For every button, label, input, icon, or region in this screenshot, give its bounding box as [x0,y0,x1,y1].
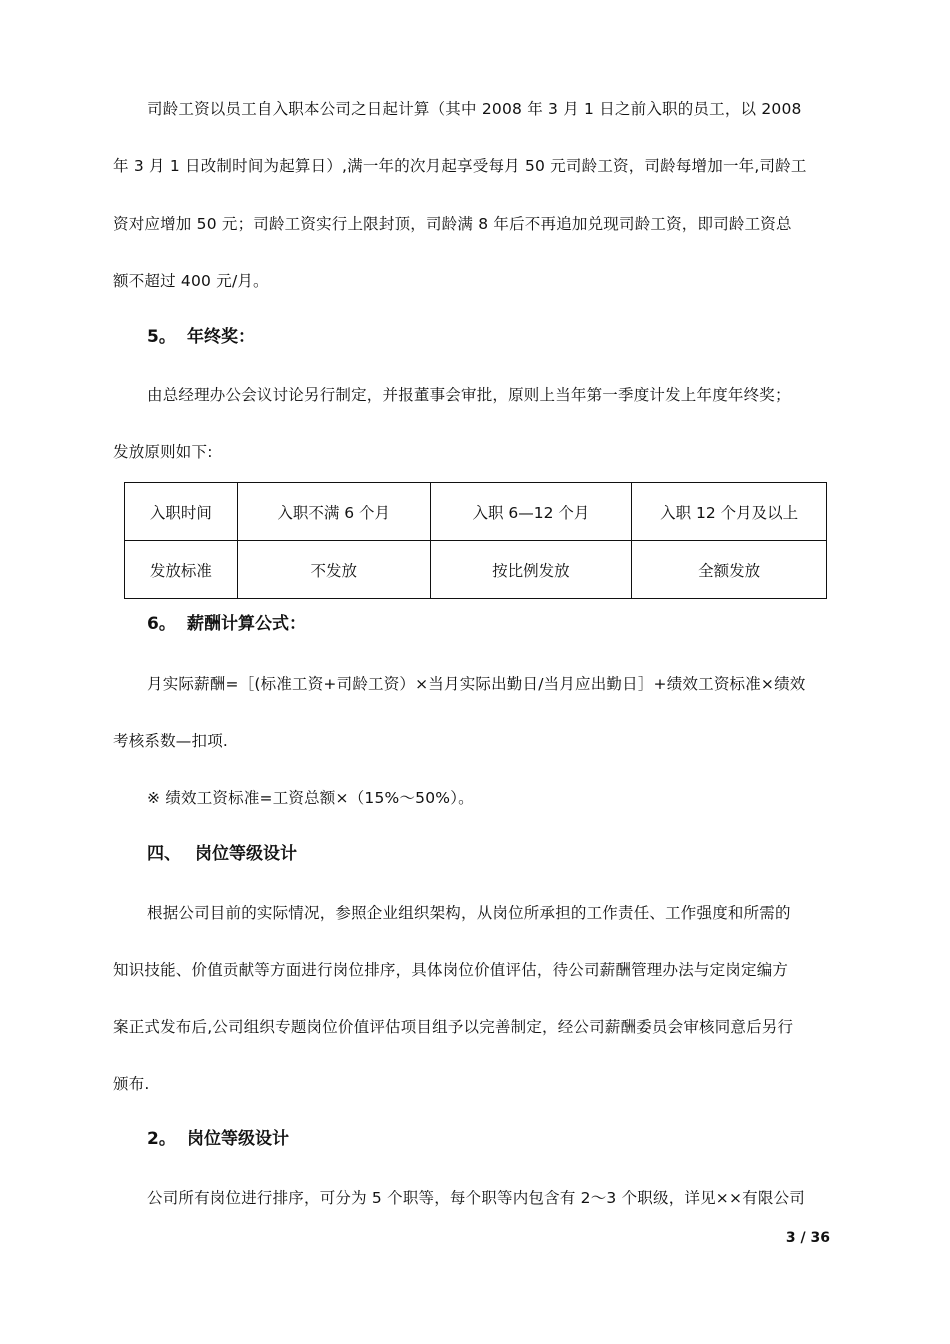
seniority-paragraph-line-1: 司龄工资以员工自入职本公司之日起计算（其中 2008 年 3 月 1 日之前入职的员工，以 2008 [147,100,802,118]
grade-paragraph-line-3: 案正式发布后,公司组织专题岗位价值评估项目组予以完善制定，经公司薪酬委员会审核同意后另行 [113,1018,794,1036]
section-6-heading [147,612,306,636]
grade-paragraph-line-1: 根据公司目前的实际情况，参照企业组织架构，从岗位所承担的工作责任、工作强度和所需的 [147,904,791,922]
bonus-table [124,482,827,599]
bonus-paragraph-line-2: 发放原则如下: [113,443,213,461]
formula-paragraph-line-2: 考核系数—扣项. [113,732,229,750]
section-four-title: 岗位等级设计 [195,844,297,864]
section-5-number: 5。 [147,327,176,347]
table-cell: 不发放 [237,541,430,599]
formula-note: ※ 绩效工资标准=工资总额×（15%～50%）。 [147,789,474,807]
page-number: 3 / 36 [785,1230,830,1246]
seniority-paragraph-line-3: 资对应增加 50 元；司龄工资实行上限封顶，司龄满 8 年后不再追加兑现司龄工资，即司龄工资总 [113,215,792,233]
table-cell: 入职 12 个月及以上 [632,483,827,541]
table-cell: 入职时间 [125,483,238,541]
section-5-heading [147,325,255,349]
section-2-number: 2。 [147,1129,176,1149]
table-cell: 发放标准 [125,541,238,599]
table-cell: 入职不满 6 个月 [237,483,430,541]
table-row [125,541,827,599]
table-row [125,483,827,541]
table-cell: 全额发放 [632,541,827,599]
table-cell: 按比例发放 [430,541,632,599]
seniority-paragraph-line-2: 年 3 月 1 日改制时间为起算日）,满一年的次月起享受每月 50 元司龄工资，司龄每增加一年,司龄工 [113,157,807,175]
table-cell: 入职 6—12 个月 [430,483,632,541]
section-6-title: 薪酬计算公式： [187,614,306,634]
grade-paragraph-line-4: 颁布. [113,1075,150,1093]
section-2-title: 岗位等级设计 [187,1129,289,1149]
grade-paragraph-line-2: 知识技能、价值贡献等方面进行岗位排序，具体岗位价值评估，待公司薪酬管理办法与定岗定编方 [113,961,789,979]
section-four-heading [147,842,297,866]
section-6-number: 6。 [147,614,176,634]
section-four-number: 四、 [147,844,181,864]
section-5-title: 年终奖： [187,327,255,347]
formula-paragraph-line-1: 月实际薪酬=［(标准工资+司龄工资）×当月实际出勤日/当月应出勤日］+绩效工资标准×绩效 [147,675,806,693]
bonus-paragraph-line-1: 由总经理办公会议讨论另行制定，并报董事会审批，原则上当年第一季度计发上年度年终奖； [147,386,791,404]
section-2-heading [147,1127,289,1151]
seniority-paragraph-line-4: 额不超过 400 元/月。 [113,272,269,290]
rank-paragraph-line-1: 公司所有岗位进行排序，可分为 5 个职等，每个职等内包含有 2～3 个职级，详见××有限公司 [147,1189,805,1207]
